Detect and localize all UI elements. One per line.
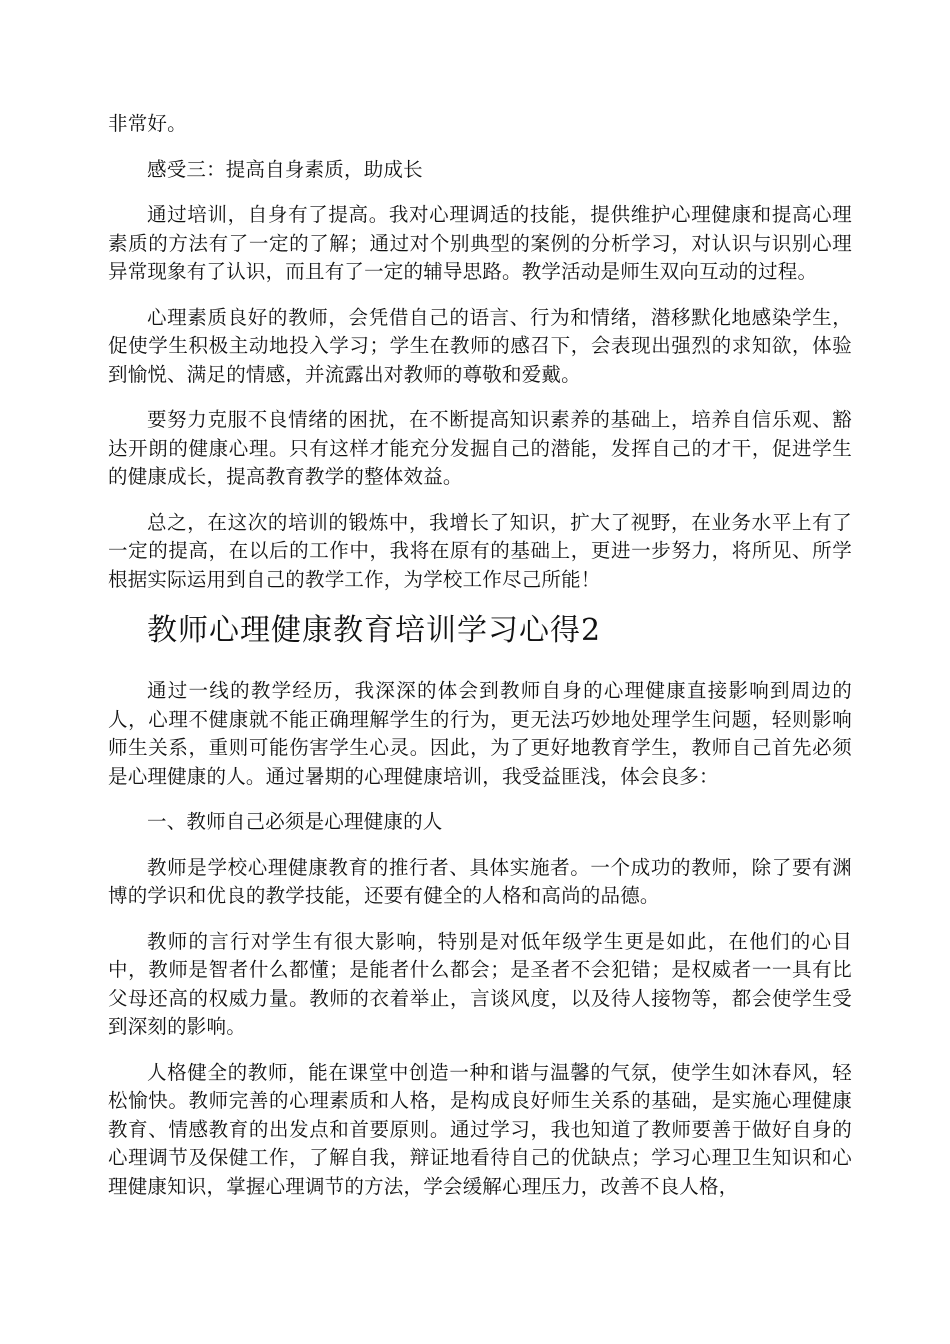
article-heading: 教师心理健康教育培训学习心得2 <box>147 613 602 648</box>
section-subheading: 一、教师自己必须是心理健康的人 <box>147 810 443 833</box>
paragraph: 人格健全的教师，能在课堂中创造一种和谐与温馨的气氛，使学生如沐春风，轻松愉快。教师完善的心理素质和人格，是构成良好师生关系的基础，是实施心理健康教育、情感教育的出发点和首要原则。通过学习，我也知道了教师要善于做好自身的心理调节及保健工作，了解自我，辩证地看待自己的优缺点；学习心理卫生知识和心理健康知识，掌握心理调节的方法，学会缓解心理压力，改善不良人格， <box>108 1060 852 1198</box>
paragraph: 非常好。 <box>108 112 187 135</box>
paragraph: 通过一线的教学经历，我深深的体会到教师自身的心理健康直接影响到周边的人，心理不健康就不能正确理解学生的行为，更无法巧妙地处理学生问题，轻则影响师生关系，重则可能伤害学生心灵。因此，为了更好地教育学生，教师自己首先必须是心理健康的人。通过暑期的心理健康培训，我受益匪浅，体会良多： <box>108 679 852 788</box>
paragraph: 通过培训，自身有了提高。我对心理调适的技能，提供维护心理健康和提高心理素质的方法有了一定的了解；通过对个别典型的案例的分析学习，对认识与识别心理异常现象有了认识，而且有了一定的辅导思路。教学活动是师生双向互动的过程。 <box>108 203 852 283</box>
paragraph: 要努力克服不良情绪的困扰，在不断提高知识素养的基础上，培养自信乐观、豁达开朗的健康心理。只有这样才能充分发掘自己的潜能，发挥自己的才干，促进学生的健康成长，提高教育教学的整体效益。 <box>108 408 852 488</box>
document-page <box>108 110 852 1218</box>
paragraph: 总之，在这次的培训的锻炼中，我增长了知识，扩大了视野，在业务水平上有了一定的提高，在以后的工作中，我将在原有的基础上，更进一步努力，将所见、所学根据实际运用到自己的教学工作，为学校工作尽己所能！ <box>108 510 852 591</box>
paragraph: 教师是学校心理健康教育的推行者、具体实施者。一个成功的教师，除了要有渊博的学识和优良的教学技能，还要有健全的人格和高尚的品德。 <box>108 855 852 907</box>
section-subheading: 感受三：提高自身素质，助成长 <box>147 157 423 181</box>
paragraph: 教师的言行对学生有很大影响，特别是对低年级学生更是如此，在他们的心目中，教师是智者什么都懂；是能者什么都会；是圣者不会犯错；是权威者一一具有比父母还高的权威力量。教师的衣着举止，言谈风度，以及待人接物等，都会使学生受到深刻的影响。 <box>108 929 852 1038</box>
paragraph: 心理素质良好的教师，会凭借自己的语言、行为和情绪，潜移默化地感染学生，促使学生积极主动地投入学习；学生在教师的感召下，会表现出强烈的求知欲，体验到愉悦、满足的情感，并流露出对教师的尊敬和爱戴。 <box>108 305 852 386</box>
